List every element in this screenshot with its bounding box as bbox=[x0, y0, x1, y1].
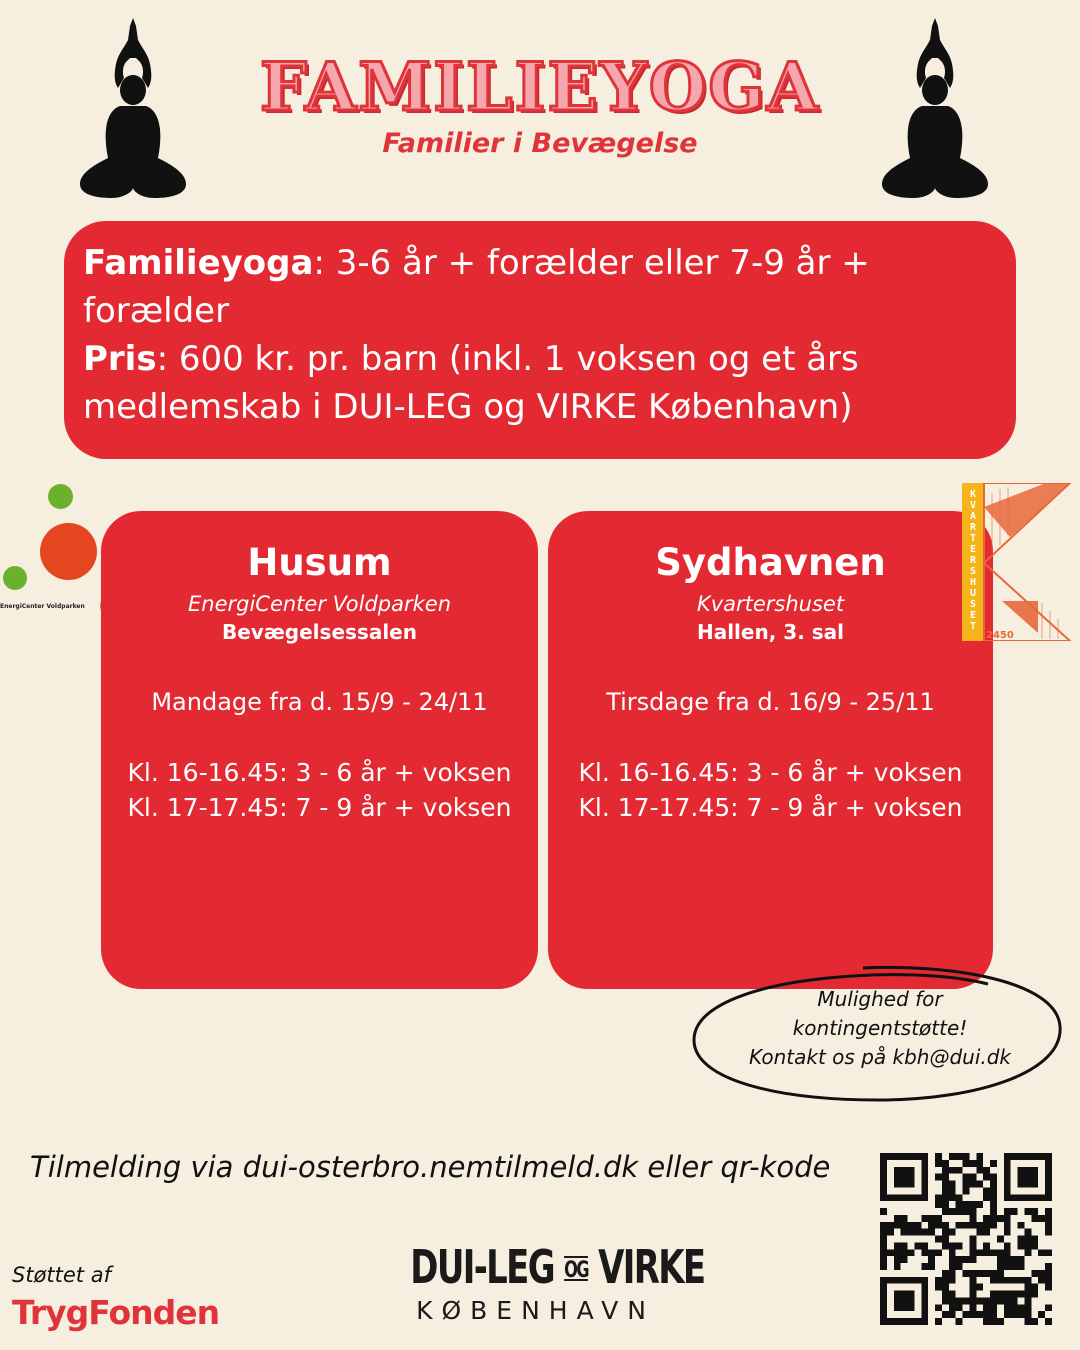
signup-text: Tilmelding via dui-osterbro.nemtilmeld.dk eller qr-kode bbox=[30, 1150, 831, 1184]
kvartershuset-logo bbox=[962, 483, 1072, 641]
energicenter-logo-dot bbox=[3, 566, 27, 590]
card-time-slot: Kl. 16-16.45: 3 - 6 år + voksen bbox=[578, 758, 963, 787]
price-label: Pris bbox=[83, 339, 157, 379]
supported-by-label: Støttet af bbox=[12, 1263, 111, 1287]
card-room: Bevægelsessalen bbox=[222, 620, 417, 644]
age-label: Familieyoga bbox=[83, 243, 314, 283]
dui-logo-main bbox=[410, 1240, 704, 1294]
card-time-slot: Kl. 16-16.45: 3 - 6 år + voksen bbox=[127, 758, 512, 787]
dui-logo-part: DUI-LEG bbox=[410, 1240, 554, 1294]
location-card-husum bbox=[101, 511, 538, 989]
location-card-sydhavnen bbox=[548, 511, 993, 989]
card-times bbox=[101, 755, 538, 825]
dui-logo-city: KØBENHAVN bbox=[416, 1296, 655, 1325]
card-dates: Mandage fra d. 15/9 - 24/11 bbox=[151, 688, 488, 716]
support-note-line: kontingentstøtte! bbox=[792, 1016, 968, 1040]
energicenter-logo-dot bbox=[48, 484, 73, 509]
card-city: Sydhavnen bbox=[655, 541, 886, 584]
page-title: FAMILIEYOGA bbox=[260, 48, 820, 126]
dui-leg-og-virke-logo bbox=[378, 1240, 705, 1325]
card-venue: Kvartershuset bbox=[696, 592, 845, 616]
trygfonden-logo: TrygFonden bbox=[12, 1293, 220, 1332]
card-time-slot: Kl. 17-17.45: 7 - 9 år + voksen bbox=[578, 793, 963, 822]
dui-logo-part: VIRKE bbox=[598, 1240, 705, 1294]
price-info bbox=[83, 335, 996, 431]
age-text: : 3-6 år + forælder eller 7-9 år + forælder bbox=[83, 243, 870, 331]
support-note bbox=[715, 985, 1045, 1072]
card-times bbox=[548, 755, 993, 825]
support-note-contact: Kontakt os på kbh@dui.dk bbox=[748, 1045, 1012, 1069]
kvartershuset-number: 2450 bbox=[986, 630, 1014, 641]
card-room: Hallen, 3. sal bbox=[696, 620, 845, 644]
age-info bbox=[83, 239, 996, 335]
card-dates: Tirsdage fra d. 16/9 - 25/11 bbox=[606, 688, 935, 716]
dui-logo-og: OG bbox=[564, 1258, 588, 1283]
energicenter-logo-dot bbox=[40, 523, 97, 580]
card-time-slot: Kl. 17-17.45: 7 - 9 år + voksen bbox=[127, 793, 512, 822]
card-venue: EnergiCenter Voldparken bbox=[187, 592, 452, 616]
qr-code-icon[interactable] bbox=[880, 1153, 1052, 1325]
energicenter-logo-text: EnergiCenter Voldparken bbox=[0, 603, 85, 610]
card-city: Husum bbox=[247, 541, 392, 584]
page-subtitle: Familier i Bevægelse bbox=[382, 128, 698, 159]
kvartershuset-letters: K V A R T E R S H U S E T bbox=[969, 489, 977, 632]
price-text: : 600 kr. pr. barn (inkl. 1 voksen og et års medlemskab i DUI-LEG og VIRKE København) bbox=[83, 339, 859, 427]
info-box bbox=[64, 221, 1016, 459]
support-note-line: Mulighed for bbox=[817, 987, 943, 1011]
